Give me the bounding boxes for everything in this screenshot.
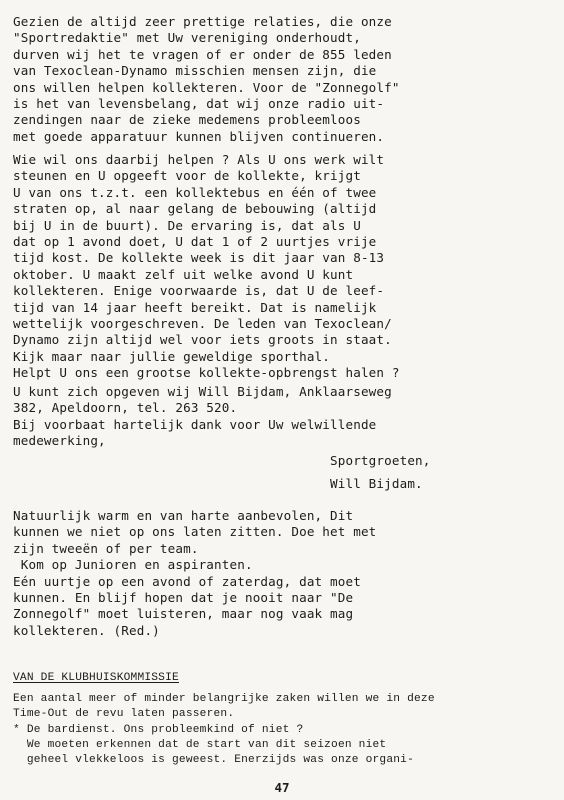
signature-greeting: Sportgroeten,: [330, 453, 431, 468]
text-line: medewerking,: [13, 433, 106, 449]
text-line: durven wij het te vragen of er onder de 855 leden: [13, 46, 392, 62]
text-line: tijd kost. De kollekte week is dit jaar van 8-13: [13, 250, 385, 266]
paragraph-editor-note: [13, 508, 558, 639]
text-line: dat op 1 avond doet, U dat 1 of 2 uurtjes vrije: [13, 234, 377, 250]
text-line: met goede apparatuur kunnen blijven continueren.: [13, 128, 385, 144]
text-line: wettelijk voorgeschreven. De leden van Texoclean/: [13, 316, 392, 332]
text-line: We moeten erkennen dat de start van dit seizoen niet: [13, 738, 387, 751]
text-line: U kunt zich opgeven wij Will Bijdam, Anklaarseweg: [13, 384, 392, 399]
text-line: geheel vlekkeloos is geweest. Enerzijds was onze organi-: [13, 754, 414, 767]
text-line: Helpt U ons een grootse kollekte-opbrengst halen ?: [13, 365, 400, 381]
page-number: 47: [274, 780, 290, 795]
text-line: Kom op Junioren en aspiranten.: [13, 557, 253, 573]
text-line: tijd van 14 jaar heeft bereikt. Dat is namelijk: [13, 299, 377, 315]
text-line: steunen en U opgeeft voor de kollekte, krijgt: [13, 168, 361, 184]
signature-block: [13, 453, 558, 493]
text-line: Dynamo zijn altijd wel voor iets groots in staat.: [13, 332, 392, 348]
text-line: oktober. U maakt zelf uit welke avond U kunt: [13, 266, 354, 282]
text-line: kunnen we niet op ons laten zitten. Doe het met: [13, 524, 377, 540]
text-line: zendingen naar de zieke medemens probleemloos: [13, 112, 361, 128]
text-line: Eén uurtje op een avond of zaterdag, dat moet: [13, 573, 361, 589]
text-line: van Texoclean-Dynamo misschien mensen zijn, die: [13, 63, 377, 79]
text-line: U van ons t.z.t. een kollektebus en één of twee: [13, 184, 377, 200]
text-line: 382, Apeldoorn, tel. 263 520.: [13, 400, 238, 416]
text-line: kunnen. En blijf hopen dat je nooit naar "De: [13, 590, 354, 606]
paragraph-help: [13, 152, 558, 382]
text-line: Zonnegolf" moet luisteren, maar nog vaak mag: [13, 606, 354, 622]
paragraph-signup: [13, 384, 558, 450]
text-line: Bij voorbaat hartelijk dank voor Uw welwillende: [13, 416, 377, 432]
text-line: ons willen helpen kollekteren. Voor de "Zonnegolf": [13, 79, 400, 95]
text-line: kollekteren. Enige voorwaarde is, dat U de leef-: [13, 283, 385, 299]
paragraph-request: [13, 14, 558, 145]
text-line: "Sportredaktie" met Uw vereniging onderhoudt,: [13, 30, 361, 46]
text-line: Gezien de altijd zeer prettige relaties, die onze: [13, 14, 392, 29]
text-line: Kijk maar naar jullie geweldige sporthal.: [13, 348, 331, 364]
text-line: Natuurlijk warm en van harte aanbevolen, Dit: [13, 508, 354, 523]
text-line: is het van levensbelang, dat wij onze radio uit-: [13, 96, 385, 112]
section-heading: VAN DE KLUBHUISKOMMISSIE: [13, 672, 179, 684]
signature-name: Will Bijdam.: [330, 476, 423, 492]
text-line: Time-Out de revu laten passeren.: [13, 708, 235, 721]
text-line: bij U in de buurt). De ervaring is, dat als U: [13, 217, 361, 233]
text-line: Wie wil ons daarbij helpen ? Als U ons werk wilt: [13, 152, 385, 167]
text-line: zijn tweeën of per team.: [13, 540, 199, 556]
section-klubhuiskommissie: [13, 671, 558, 768]
text-line: straten op, al naar gelang de bebouwing (altijd: [13, 201, 377, 217]
text-line: kollekteren. (Red.): [13, 622, 160, 638]
text-line: Een aantal meer of minder belangrijke zaken willen we in deze: [13, 693, 435, 706]
text-line: * De bardienst. Ons probleemkind of niet ?: [13, 723, 304, 736]
